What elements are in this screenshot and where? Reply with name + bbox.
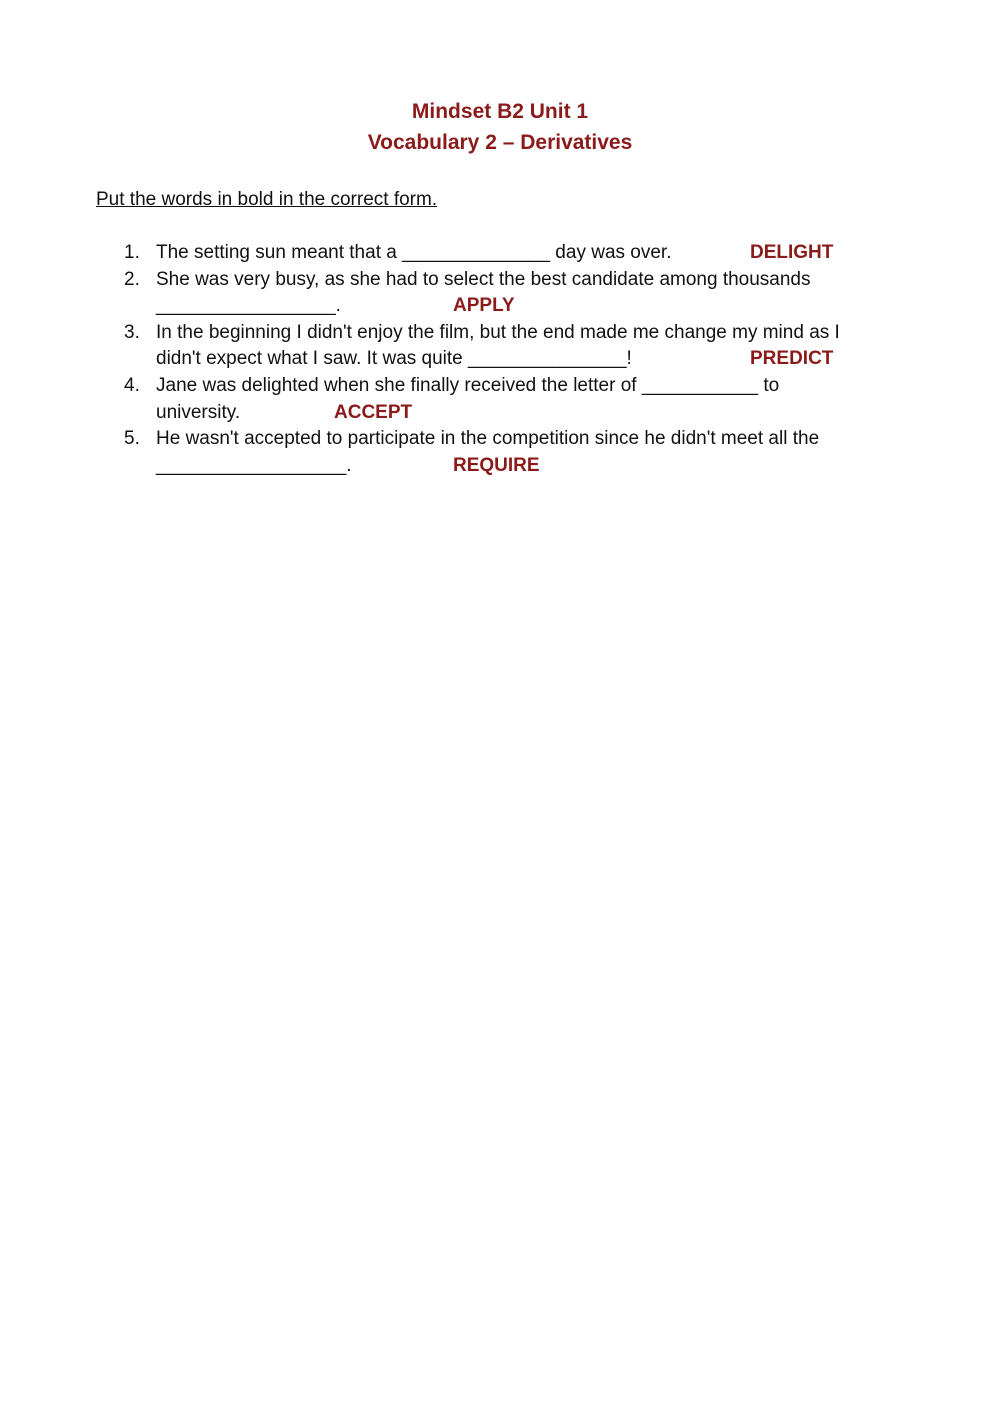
page-subtitle: Vocabulary 2 – Derivatives [367, 131, 633, 154]
keyword-label: APPLY [453, 295, 515, 317]
item-number: 1. [124, 242, 140, 263]
page-title: Mindset B2 Unit 1 [411, 100, 589, 123]
exercise-item-5 [124, 426, 896, 479]
item-text-line: Jane was delighted when she finally received the letter of ___________ to [156, 374, 780, 396]
item-number: 4. [124, 374, 140, 396]
title-block [0, 96, 1000, 158]
keyword-label: DELIGHT [750, 242, 834, 263]
item-number: 2. [124, 268, 140, 290]
item-text-line: _________________. [156, 295, 341, 317]
exercise-item-3 [124, 320, 896, 373]
item-text-line: In the beginning I didn't enjoy the film, but the end made me change my mind as I [156, 321, 840, 343]
item-text-line: __________________. [156, 454, 352, 476]
item-text-line: The setting sun meant that a ______________ day was over. [156, 242, 672, 263]
item-text-line: university. [156, 401, 241, 423]
keyword-label: ACCEPT [334, 401, 413, 423]
instruction-text: Put the words in bold in the correct form. [96, 189, 438, 210]
exercise-item-4 [124, 373, 896, 426]
item-text-line: He wasn't accepted to participate in the competition since he didn't meet all the [156, 428, 820, 450]
exercise-list [124, 240, 896, 479]
keyword-label: PREDICT [750, 348, 834, 370]
item-number: 5. [124, 428, 140, 450]
keyword-label: REQUIRE [453, 454, 540, 476]
item-text-line: didn't expect what I saw. It was quite _______________! [156, 348, 632, 370]
exercise-item-1 [124, 240, 896, 267]
item-text-line: She was very busy, as she had to select the best candidate among thousands [156, 268, 811, 290]
exercise-item-2 [124, 267, 896, 320]
item-number: 3. [124, 321, 140, 343]
